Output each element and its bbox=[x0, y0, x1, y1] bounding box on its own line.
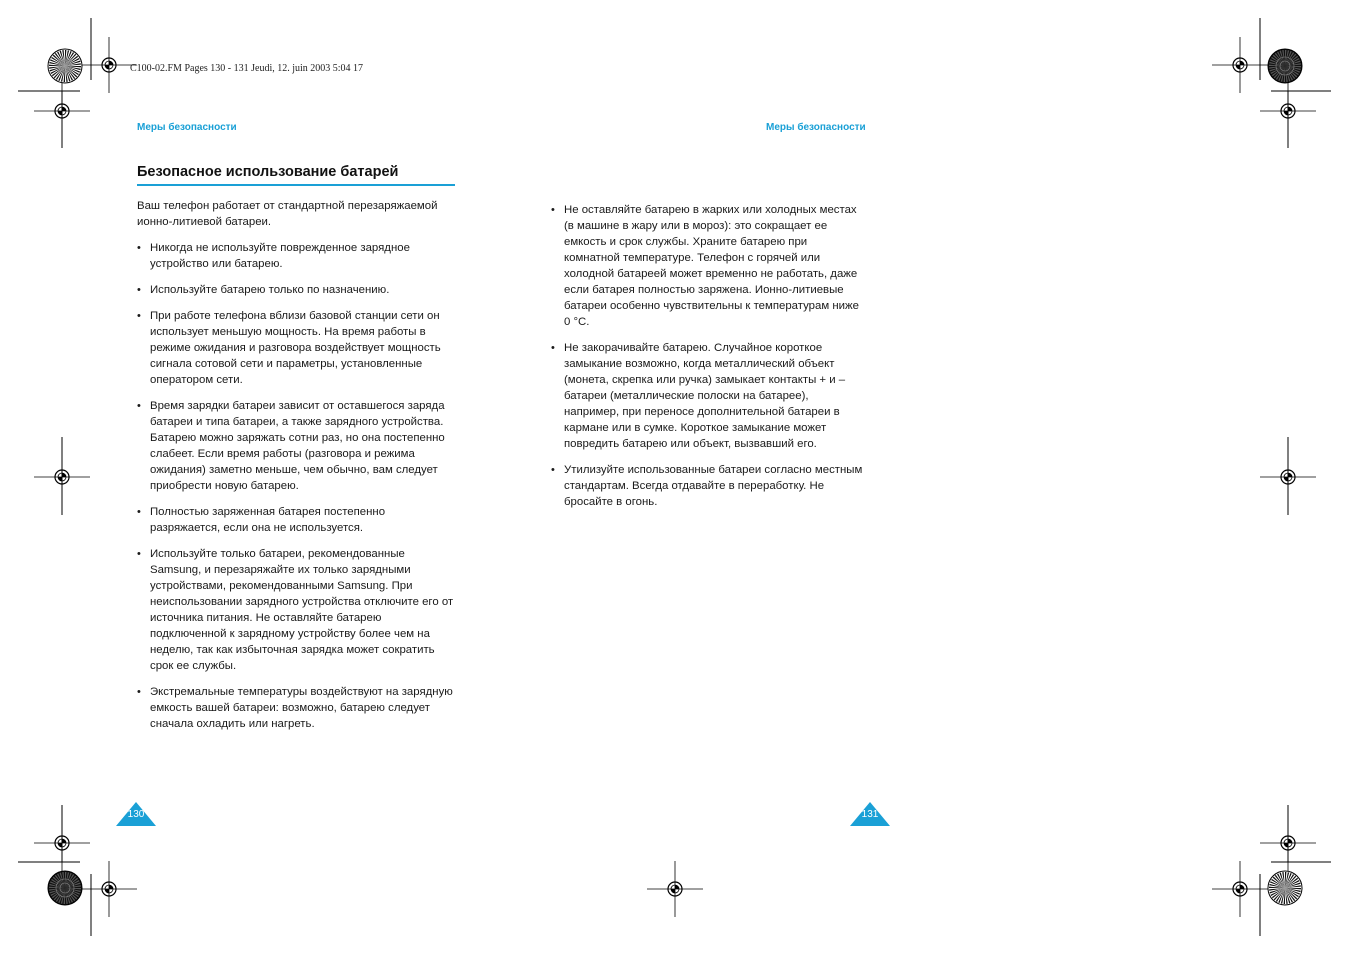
bullet-list bbox=[551, 202, 866, 520]
bullet-item: • Утилизуйте использованные батареи согласно местным стандартам. Всегда отдавайте в переработку. Не бросайте в огонь. bbox=[551, 462, 866, 510]
bullet-item: • Полностью заряженная батарея постепенно разряжается, если она не используется. bbox=[137, 504, 455, 536]
bullet-item: • Не оставляйте батарею в жарких или холодных местах (в машине в жару или в мороз): это сокращает ее емкость и срок службы. Храните батарею при комнатной температуре. Телефон с горячей или холодной батареей может временно не работать, даже если батарея полностью заряжена. Ионно-литиевые батареи особенно чувствительны к температурам ниже 0 °C. bbox=[551, 202, 866, 330]
bullet-item: • Экстремальные температуры воздействуют на зарядную емкость вашей батареи: возможно, батарею следует сначала охладить или нагреть. bbox=[137, 684, 455, 732]
bullet-item: • Не закорачивайте батарею. Случайное короткое замыкание возможно, когда металлический объект (монета, скрепка или ручка) замыкает контакты + и – батареи (металлические полоски на батарее), например, при переносе дополнительной батареи в кармане или в сумке. Короткое замыкание может повредить батарею или объект, вызвавший его. bbox=[551, 340, 866, 452]
bullet-item: • При работе телефона вблизи базовой станции сети он использует меньшую мощность. На время работы в режиме ожидания и разговора воздействует мощность сигнала сотовой сети и параметры, установленные оператором сети. bbox=[137, 308, 455, 388]
intro-paragraph: Ваш телефон работает от стандартной перезаряжаемой ионно-литиевой батареи. bbox=[137, 200, 438, 228]
bullet-list bbox=[137, 240, 455, 742]
page-number: 131 bbox=[861, 809, 879, 820]
page-number: 130 bbox=[127, 809, 145, 820]
bullet-item: • Используйте только батареи, рекомендованные Samsung, и перезаряжайте их только зарядными устройствами, рекомендованными Samsung. При неиспользовании зарядного устройства отключите его от источника питания. Не оставляйте батарею подключенной к зарядному устройству более чем на неделю, так как избыточная зарядка может сократить срок ее службы. bbox=[137, 546, 455, 674]
bullet-item: • Используйте батарею только по назначению. bbox=[137, 282, 455, 298]
section-header: Меры безопасности bbox=[766, 122, 866, 133]
page-number-badge bbox=[116, 802, 156, 826]
print-info: C100-02.FM Pages 130 - 131 Jeudi, 12. juin 2003 5:04 17 bbox=[130, 63, 364, 74]
bullet-item: • Никогда не используйте поврежденное зарядное устройство или батарею. bbox=[137, 240, 455, 272]
bullet-item: • Время зарядки батареи зависит от оставшегося заряда батареи и типа батареи, а также зарядного устройства. Батарею можно заряжать сотни раз, но она постепенно слабеет. Если время работы (разговора и режима ожидания) заметно меньше, чем обычно, вам следует приобрести новую батарею. bbox=[137, 398, 455, 494]
page-number-badge bbox=[850, 802, 890, 826]
section-header: Меры безопасности bbox=[137, 122, 237, 133]
section-title: Безопасное использование батарей bbox=[137, 164, 455, 186]
